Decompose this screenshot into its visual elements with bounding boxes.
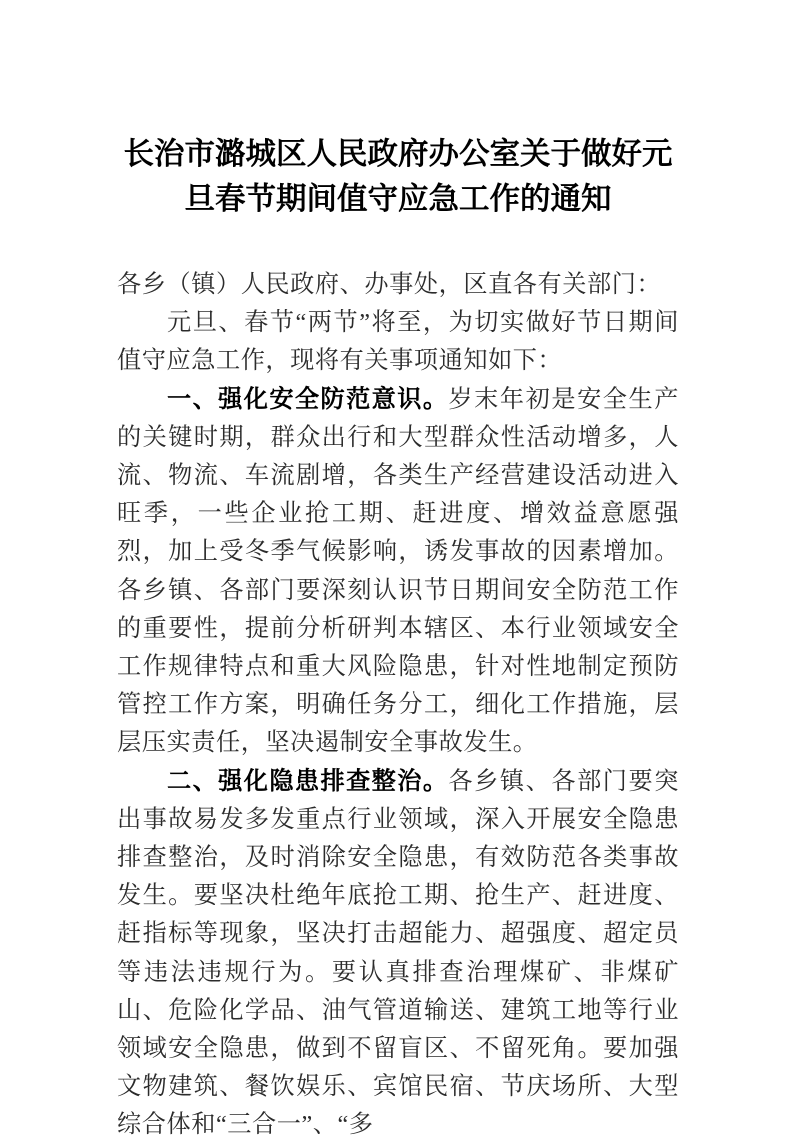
document-title [117,132,679,222]
section-paragraph-1 [117,381,679,763]
section-heading-2: 二、强化隐患排查整治。 [167,767,449,795]
document-title-line-1: 长治市潞城区人民政府办公室关于做好元 [123,137,673,171]
section-heading-1: 一、强化安全防范意识。 [167,385,449,413]
document-content [117,132,679,1145]
document-title-line-2: 旦春节期间值守应急工作的通知 [184,182,612,216]
section-text-1: 岁末年初是安全生产的关键时期，群众出行和大型群众性活动增多，人流、物流、车流剧增，各类生产经营建设活动进入旺季，一些企业抢工期、赶进度、增效益意愿强烈，加上受冬季气候影响，诱发事故的因素增加。各乡镇、各部门要深刻认识节日期间安全防范工作的重要性，提前分析研判本辖区、本行业领域安全工作规律特点和重大风险隐患，针对性地制定预防管控工作方案，明确任务分工，细化工作措施，层层压实责任，坚决遏制安全事故发生。 [117,385,679,757]
document-body [117,266,679,1145]
section-text-2: 各乡镇、各部门要突出事故易发多发重点行业领域，深入开展安全隐患排查整治，及时消除安全隐患，有效防范各类事故发生。要坚决杜绝年底抢工期、抢生产、赶进度、赶指标等现象，坚决打击超能力、超强度、超定员等违法违规行为。要认真排查治理煤矿、非煤矿山、危险化学品、油气管道输送、建筑工地等行业领域安全隐患，做到不留盲区、不留死角。要加强文物建筑、餐饮娱乐、宾馆民宿、节庆场所、大型综合体和“三合一”、“多 [117,767,679,1139]
addressee-line: 各乡（镇）人民政府、办事处，区直各有关部门： [117,271,662,298]
section-paragraph-2 [117,763,679,1145]
preamble-paragraph: 元旦、春节“两节”将至，为切实做好节日期间值守应急工作，现将有关事项通知如下： [117,309,679,375]
